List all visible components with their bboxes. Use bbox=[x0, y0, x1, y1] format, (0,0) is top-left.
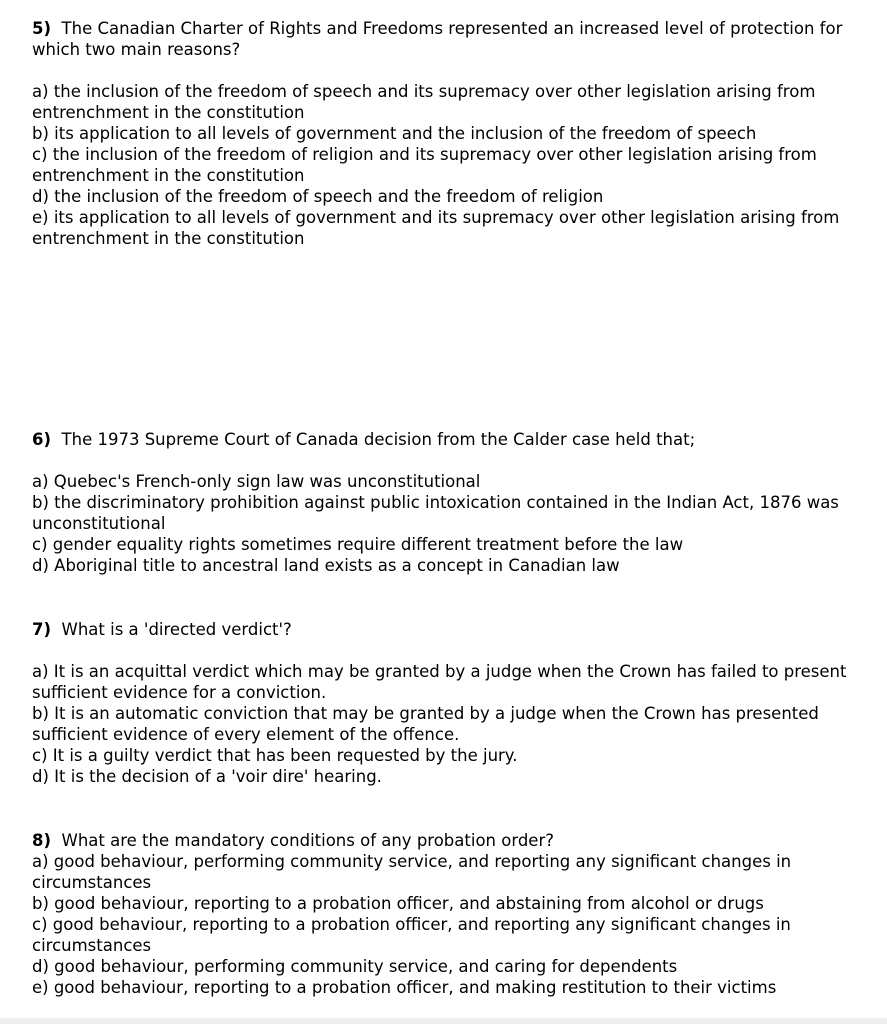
answer-option-b[interactable]: b) the discriminatory prohibition against public intoxication contained in the Indian Act, 1876 was unconstitutional bbox=[32, 493, 839, 533]
answer-option-e[interactable]: e) good behaviour, reporting to a probation officer, and making restitution to their victims bbox=[32, 978, 777, 997]
question-stem bbox=[32, 619, 847, 640]
answer-option-c[interactable]: c) It is a guilty verdict that has been requested by the jury. bbox=[32, 746, 518, 765]
question-text: The Canadian Charter of Rights and Freedoms represented an increased level of protection for which two main reasons? bbox=[32, 19, 843, 59]
answer-option-d[interactable]: d) Aboriginal title to ancestral land exists as a concept in Canadian law bbox=[32, 556, 620, 575]
question-8 bbox=[32, 830, 847, 998]
question-number: 5) bbox=[32, 19, 52, 38]
question-text: What are the mandatory conditions of any probation order? bbox=[61, 831, 555, 850]
answer-option-b[interactable]: b) It is an automatic conviction that may be granted by a judge when the Crown has presented sufficient evidence of every element of the offence. bbox=[32, 704, 819, 744]
answer-option-c[interactable]: c) gender equality rights sometimes require different treatment before the law bbox=[32, 535, 684, 554]
answer-option-d[interactable]: d) the inclusion of the freedom of speech and the freedom of religion bbox=[32, 187, 604, 206]
answer-options bbox=[32, 661, 847, 787]
question-text: The 1973 Supreme Court of Canada decision from the Calder case held that; bbox=[61, 430, 696, 449]
answer-option-b[interactable]: b) its application to all levels of government and the inclusion of the freedom of speech bbox=[32, 124, 757, 143]
answer-options bbox=[32, 81, 847, 249]
page-bottom-edge bbox=[0, 1018, 887, 1024]
answer-option-a[interactable]: a) It is an acquittal verdict which may be granted by a judge when the Crown has failed to present sufficient evidence for a conviction. bbox=[32, 662, 847, 702]
question-stem bbox=[32, 429, 847, 450]
answer-options bbox=[32, 851, 847, 998]
question-stem bbox=[32, 830, 847, 851]
answer-option-a[interactable]: a) Quebec's French-only sign law was unconstitutional bbox=[32, 472, 481, 491]
answer-option-a[interactable]: a) the inclusion of the freedom of speech and its supremacy over other legislation arising from entrenchment in the constitution bbox=[32, 82, 816, 122]
answer-option-c[interactable]: c) good behaviour, reporting to a probation officer, and reporting any significant changes in circumstances bbox=[32, 915, 791, 955]
answer-option-e[interactable]: e) its application to all levels of government and its supremacy over other legislation arising from entrenchment in the constitution bbox=[32, 208, 840, 248]
answer-options bbox=[32, 471, 847, 576]
answer-option-d[interactable]: d) It is the decision of a 'voir dire' hearing. bbox=[32, 767, 382, 786]
question-6 bbox=[32, 429, 847, 576]
answer-option-b[interactable]: b) good behaviour, reporting to a probation officer, and abstaining from alcohol or drugs bbox=[32, 894, 764, 913]
answer-option-c[interactable]: c) the inclusion of the freedom of religion and its supremacy over other legislation arising from entrenchment in the constitution bbox=[32, 145, 817, 185]
question-number: 6) bbox=[32, 430, 52, 449]
answer-option-d[interactable]: d) good behaviour, performing community service, and caring for dependents bbox=[32, 957, 678, 976]
answer-option-a[interactable]: a) good behaviour, performing community service, and reporting any significant changes in circumstances bbox=[32, 852, 792, 892]
question-number: 8) bbox=[32, 831, 52, 850]
question-number: 7) bbox=[32, 620, 52, 639]
question-text: What is a 'directed verdict'? bbox=[61, 620, 292, 639]
question-7 bbox=[32, 619, 847, 787]
question-stem bbox=[32, 18, 847, 60]
question-5 bbox=[32, 18, 847, 249]
